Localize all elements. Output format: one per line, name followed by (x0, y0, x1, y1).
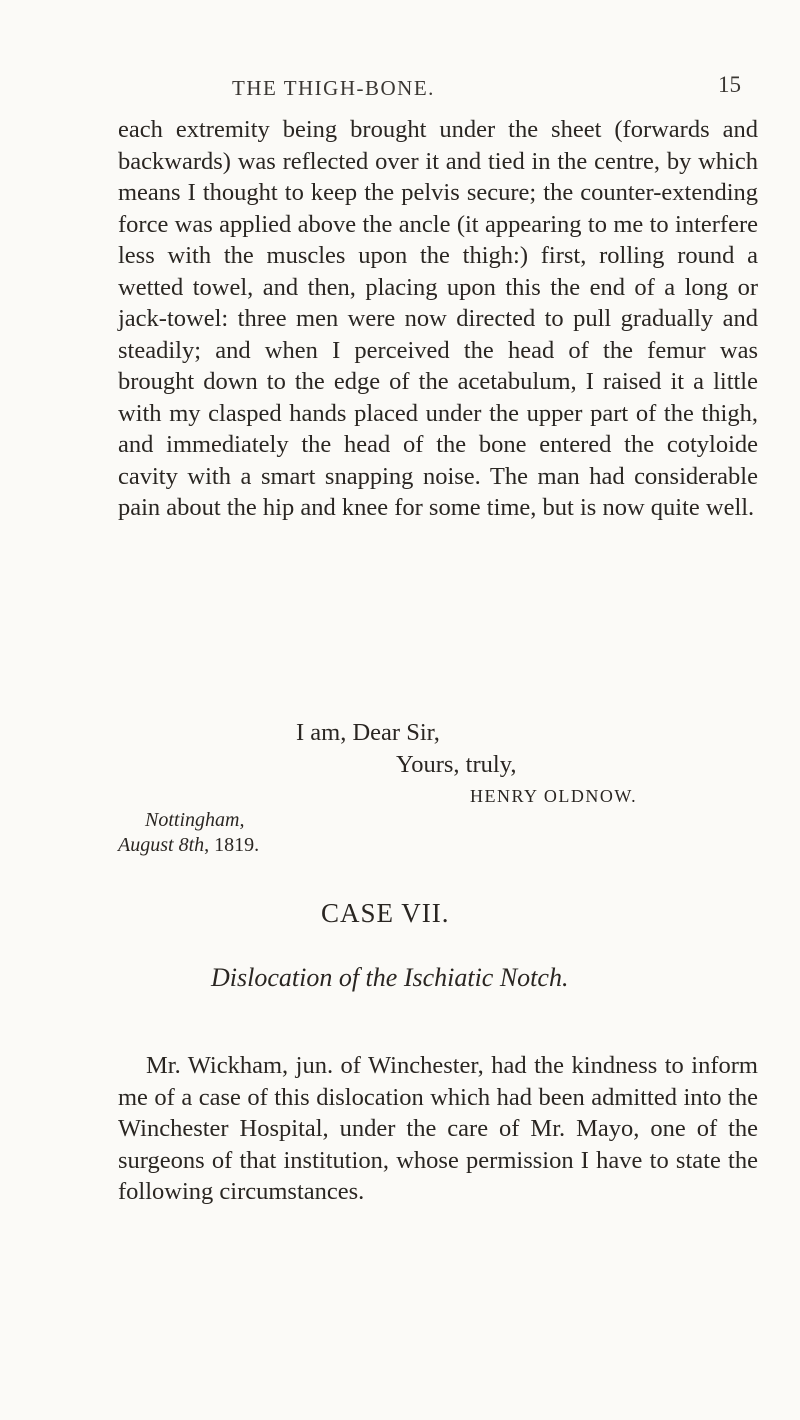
case-body (118, 1050, 758, 1208)
case-subtitle: Dislocation of the Ischiatic Notch. (211, 963, 569, 992)
date-month: August (118, 834, 174, 856)
page-number: 15 (718, 72, 741, 97)
date-day: 8th (178, 834, 205, 856)
closing-valediction: Yours, truly, (396, 751, 517, 778)
letter-body (118, 114, 758, 524)
letter-place: Nottingham, (145, 809, 245, 831)
letter-date (118, 834, 259, 857)
signature: HENRY OLDNOW. (470, 786, 638, 806)
running-title: THE THIGH-BONE. (232, 76, 435, 100)
case-paragraph: Mr. Wickham, jun. of Winchester, had the kindness to inform me of a case of this dislocation which had been admitted into the Winchester Hospital, under the care of Mr. Mayo, one of the surgeons of that institution, whose permission I have to state the following circumstances. (118, 1052, 758, 1205)
date-year: , 1819. (204, 834, 260, 856)
closing-salutation: I am, Dear Sir, (296, 719, 440, 746)
letter-paragraph: each extremity being brought under the sheet (forwards and backwards) was reflected over it and tied in the centre, by which means I thought to keep the pelvis secure; the counter-extending force was applied above the ancle (it appearing to me to interfere less with the muscles upon the thigh:) first, rolling round a wetted towel, and then, placing upon this the end of a long or jack-towel: three men were now directed to pull gradually and steadily; and when I perceived the head of the femur was brought down to the edge of the acetabulum, I raised it a little with my clasped hands placed under the upper part of the thigh, and immediately the head of the bone entered the cotyloide cavity with a smart snapping noise. The man had considerable pain about the hip and knee for some time, but is now quite well. (118, 116, 758, 521)
case-heading: CASE VII. (321, 898, 450, 928)
